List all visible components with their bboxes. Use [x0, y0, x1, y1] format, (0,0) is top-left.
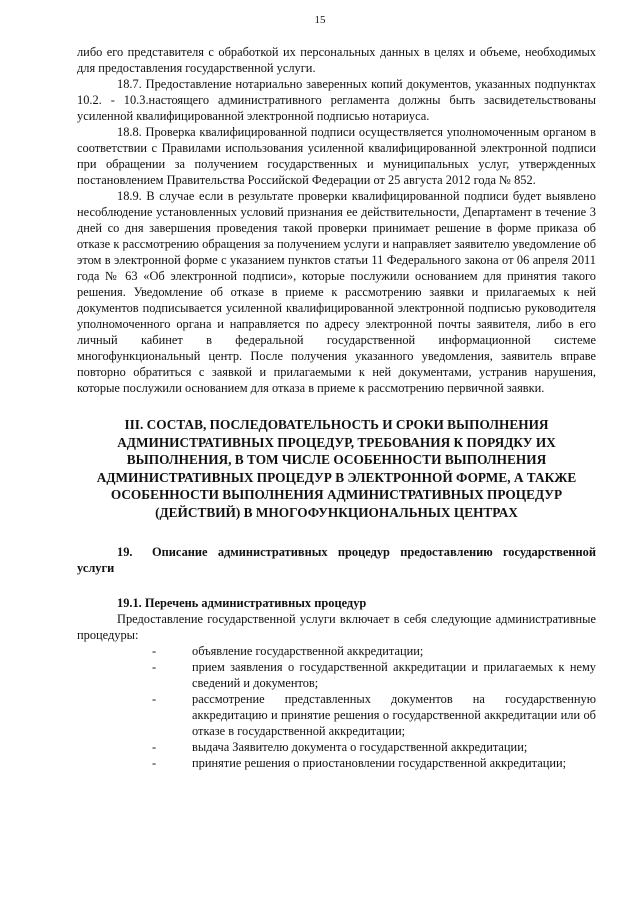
list-marker: - [152, 644, 157, 658]
list-item-text: принятие решения о приостановлении государственной аккредитации; [192, 756, 567, 770]
list-marker: - [152, 660, 157, 674]
page-number: 15 [314, 14, 326, 26]
list-item [77, 691, 596, 739]
list-item [77, 755, 596, 771]
list-item [77, 643, 596, 659]
procedures-intro: Предоставление государственной услуги включает в себя следующие административные процедуры: [77, 612, 596, 642]
list-item-text: выдача Заявителю документа о государственной аккредитации; [192, 740, 528, 754]
list-marker: - [152, 756, 157, 770]
list-item [77, 659, 596, 691]
subsection-heading: 19.1. Перечень административных процедур [117, 596, 367, 610]
list-marker: - [152, 692, 157, 706]
section-heading: III. СОСТАВ, ПОСЛЕДОВАТЕЛЬНОСТЬ И СРОКИ ВЫПОЛНЕНИЯ АДМИНИСТРАТИВНЫХ ПРОЦЕДУР, ТРЕБОВАНИЯ К ПОРЯДКУ ИХ ВЫПОЛНЕНИЯ, В ТОМ ЧИСЛЕ ОСОБЕННОСТИ ВЫПОЛНЕНИЯ АДМИНИСТРАТИВНЫХ ПРОЦЕДУР В ЭЛЕКТРОННОЙ ФОРМЕ, А ТАКЖЕ ОСОБЕННОСТИ ВЫПОЛНЕНИЯ АДМИНИСТРАТИВНЫХ ПРОЦЕДУР (ДЕЙСТВИЙ) В МНОГОФУНКЦИОНАЛЬНЫХ ЦЕНТРАХ [96, 417, 577, 520]
paragraph-18-8: 18.8. Проверка квалифицированной подписи осуществляется уполномоченным органом в соответствии с Правилами использования усиленной квалифицированной электронной подписи при обращении за получением государственных и муниципальных услуг, утвержденных постановлением Правительства Российской Федерации от 25 августа 2012 года № 852. [77, 125, 596, 187]
paragraph-18-9: 18.9. В случае если в результате проверки квалифицированной подписи будет выявлено несоблюдение установленных условий признания ее действительности, Департамент в течение 3 дней со дня завершения проведения такой проверки принимает решение в форме приказа об отказе к рассмотрению обращения за получением услуги и направляет заявителю уведомление об этом в электронной форме с указанием пунктов статьи 11 Федерального закона от 06 апреля 2011 года № 63 «Об электронной подписи», которые послужили основанием для принятия такого решения. Уведомление об отказе в приеме к рассмотрению заявки и прилагаемых к ней документов подписывается усиленной квалифицированной электронной подписью руководителя уполномоченного органа и направляется по адресу электронной почты заявителя, либо в его личный кабинет в федеральной государственной информационной системе многофункциональный центр. После получения указанного уведомления, заявитель вправе повторно обратиться с заявкой и прилагаемыми к ней документами, устранив нарушения, которые послужили основанием для отказа в приеме к рассмотрению первичной заявки. [77, 189, 596, 395]
section-19-title: Описание административных процедур предоставлению государственной услуги [77, 545, 596, 575]
page-body [77, 44, 596, 771]
list-item-text: рассмотрение представленных документов на государственную аккредитацию и принятие решения о государственной аккредитации или об отказе в государственной аккредитации; [192, 692, 596, 738]
section-19-heading [77, 544, 596, 576]
list-item-text: прием заявления о государственной аккредитации и прилагаемых к нему сведений и документов; [192, 660, 596, 690]
list-item-text: объявление государственной аккредитации; [192, 644, 424, 658]
list-item [77, 739, 596, 755]
section-19-number: 19. [117, 545, 133, 559]
paragraph-18-7: 18.7. Предоставление нотариально заверенных копий документов, указанных подпунктах 10.2. - 10.3.настоящего административного регламента должны быть засвидетельствованы усиленной квалифицированной электронной подписью нотариуса. [77, 77, 596, 123]
paragraph-continuation: либо его представителя с обработкой их персональных данных в целях и объеме, необходимых для предоставления государственной услуги. [77, 45, 596, 75]
list-marker: - [152, 740, 157, 754]
